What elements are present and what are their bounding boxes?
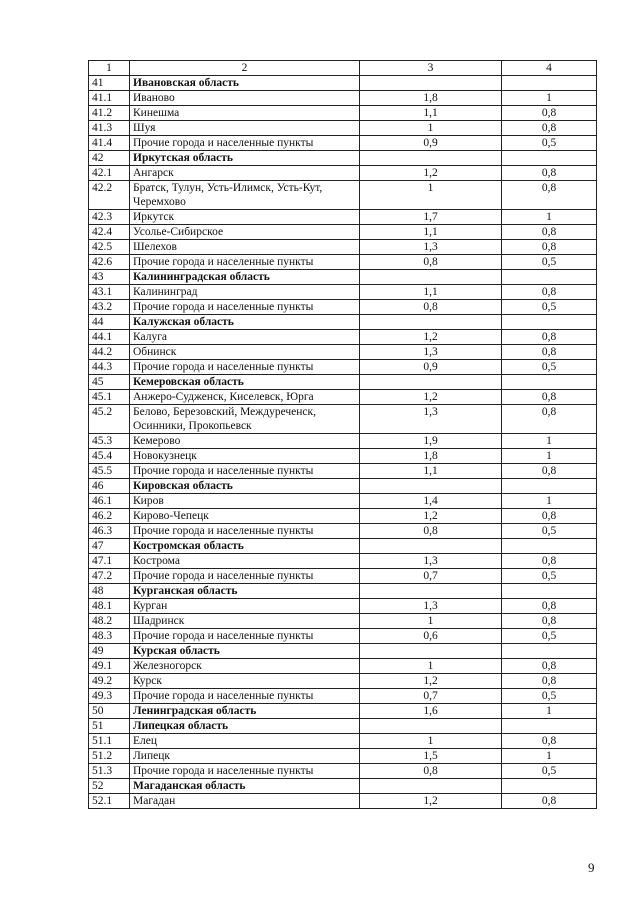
header-cell-3: 3: [360, 61, 502, 76]
coefficient-col4-cell: 1: [502, 210, 597, 225]
coefficient-col3-cell: 0,9: [360, 360, 502, 375]
table-row: [89, 554, 597, 569]
region-row: [89, 779, 597, 794]
coefficient-col3-cell: [360, 479, 502, 494]
row-number-cell: 42: [89, 151, 130, 166]
location-name-cell: Прочие города и населенные пункты: [130, 629, 360, 644]
table-row: [89, 166, 597, 181]
coefficient-col4-cell: 0,5: [502, 136, 597, 151]
row-number-cell: 45.1: [89, 390, 130, 405]
row-number-cell: 45.3: [89, 434, 130, 449]
coefficient-col4-cell: [502, 151, 597, 166]
region-row: [89, 704, 597, 719]
coefficient-col3-cell: 1,7: [360, 210, 502, 225]
coefficient-col3-cell: 1,2: [360, 794, 502, 809]
row-number-cell: 41.3: [89, 121, 130, 136]
location-name-cell: Липецк: [130, 749, 360, 764]
coefficient-col3-cell: 1: [360, 614, 502, 629]
location-name-cell: Калининградская область: [130, 270, 360, 285]
table-row: [89, 629, 597, 644]
coefficient-col3-cell: 1,8: [360, 449, 502, 464]
coefficient-col3-cell: 0,7: [360, 569, 502, 584]
coefficient-col3-cell: 1,1: [360, 464, 502, 479]
row-number-cell: 42.4: [89, 225, 130, 240]
coefficient-col4-cell: 0,8: [502, 509, 597, 524]
table-body: [89, 61, 597, 809]
table-row: [89, 449, 597, 464]
location-name-cell: Прочие города и населенные пункты: [130, 464, 360, 479]
location-name-cell: Кирово-Чепецк: [130, 509, 360, 524]
coefficient-col3-cell: 1,3: [360, 405, 502, 434]
table-row: [89, 405, 597, 434]
table-row: [89, 749, 597, 764]
row-number-cell: 49.3: [89, 689, 130, 704]
coefficient-col4-cell: 0,8: [502, 225, 597, 240]
table-row: [89, 285, 597, 300]
table-row: [89, 599, 597, 614]
coefficient-col3-cell: [360, 375, 502, 390]
table-row: [89, 181, 597, 210]
coefficient-col3-cell: 0,7: [360, 689, 502, 704]
location-name-cell: Магаданская область: [130, 779, 360, 794]
coefficient-col4-cell: 0,8: [502, 405, 597, 434]
row-number-cell: 42.3: [89, 210, 130, 225]
location-name-cell: Киров: [130, 494, 360, 509]
coefficient-col4-cell: 0,8: [502, 121, 597, 136]
location-name-cell: Прочие города и населенные пункты: [130, 255, 360, 270]
table-row: [89, 659, 597, 674]
coefficient-col3-cell: 1,3: [360, 345, 502, 360]
location-name-cell: Шадринск: [130, 614, 360, 629]
coefficient-col4-cell: 0,5: [502, 360, 597, 375]
row-number-cell: 48.2: [89, 614, 130, 629]
location-name-cell: Калужская область: [130, 315, 360, 330]
coefficient-col4-cell: 1: [502, 91, 597, 106]
location-name-cell: Ангарск: [130, 166, 360, 181]
coefficient-col4-cell: 0,5: [502, 300, 597, 315]
coefficient-col3-cell: 1,1: [360, 225, 502, 240]
location-name-cell: Иркутская область: [130, 151, 360, 166]
row-number-cell: 41.1: [89, 91, 130, 106]
table-row: [89, 764, 597, 779]
table-row: [89, 434, 597, 449]
row-number-cell: 46.1: [89, 494, 130, 509]
table-row: [89, 240, 597, 255]
row-number-cell: 44.3: [89, 360, 130, 375]
table-row: [89, 106, 597, 121]
location-name-cell: Ленинградская область: [130, 704, 360, 719]
coefficient-col3-cell: 1,4: [360, 494, 502, 509]
location-name-cell: Иваново: [130, 91, 360, 106]
table-row: [89, 794, 597, 809]
coefficient-col4-cell: 1: [502, 434, 597, 449]
row-number-cell: 44: [89, 315, 130, 330]
row-number-cell: 47: [89, 539, 130, 554]
coefficient-col4-cell: 0,8: [502, 659, 597, 674]
location-name-cell: Усолье-Сибирское: [130, 225, 360, 240]
row-number-cell: 41.2: [89, 106, 130, 121]
coefficient-col4-cell: 0,5: [502, 629, 597, 644]
table-row: [89, 255, 597, 270]
row-number-cell: 51.3: [89, 764, 130, 779]
location-name-cell: Ивановская область: [130, 76, 360, 91]
table-row: [89, 390, 597, 405]
row-number-cell: 43: [89, 270, 130, 285]
region-row: [89, 151, 597, 166]
row-number-cell: 48.1: [89, 599, 130, 614]
coefficient-col3-cell: 1,3: [360, 240, 502, 255]
location-name-cell: Курск: [130, 674, 360, 689]
row-number-cell: 46.3: [89, 524, 130, 539]
row-number-cell: 41.4: [89, 136, 130, 151]
coefficient-col4-cell: [502, 644, 597, 659]
location-name-cell: Кинешма: [130, 106, 360, 121]
location-name-cell: Прочие города и населенные пункты: [130, 300, 360, 315]
coefficient-col4-cell: [502, 479, 597, 494]
coefficient-col3-cell: 0,8: [360, 524, 502, 539]
header-cell-4: 4: [502, 61, 597, 76]
location-name-cell: Новокузнецк: [130, 449, 360, 464]
page-number: 9: [588, 860, 595, 875]
table-row: [89, 569, 597, 584]
row-number-cell: 49: [89, 644, 130, 659]
location-name-cell: Белово, Березовский, Междуреченск, Осинники, Прокопьевск: [130, 405, 360, 434]
row-number-cell: 51.1: [89, 734, 130, 749]
location-name-cell: Прочие города и населенные пункты: [130, 569, 360, 584]
coefficient-col4-cell: 0,5: [502, 689, 597, 704]
coefficient-col4-cell: 0,8: [502, 345, 597, 360]
coefficient-col3-cell: 0,8: [360, 300, 502, 315]
location-name-cell: Шуя: [130, 121, 360, 136]
location-name-cell: Курская область: [130, 644, 360, 659]
row-number-cell: 45: [89, 375, 130, 390]
location-name-cell: Кемерово: [130, 434, 360, 449]
table-row: [89, 345, 597, 360]
coefficient-col3-cell: [360, 779, 502, 794]
row-number-cell: 52: [89, 779, 130, 794]
header-cell-2: 2: [130, 61, 360, 76]
coefficient-col4-cell: [502, 584, 597, 599]
row-number-cell: 42.5: [89, 240, 130, 255]
coefficient-col4-cell: 1: [502, 494, 597, 509]
coefficient-col4-cell: 1: [502, 449, 597, 464]
location-name-cell: Иркутск: [130, 210, 360, 225]
coefficient-col4-cell: 0,8: [502, 599, 597, 614]
coefficient-col3-cell: 0,8: [360, 764, 502, 779]
coefficient-col3-cell: [360, 270, 502, 285]
coefficient-col3-cell: 1,2: [360, 674, 502, 689]
coefficient-col3-cell: [360, 584, 502, 599]
coefficient-col4-cell: [502, 779, 597, 794]
coefficient-col4-cell: 0,8: [502, 285, 597, 300]
row-number-cell: 46.2: [89, 509, 130, 524]
row-number-cell: 45.2: [89, 405, 130, 434]
table-row: [89, 509, 597, 524]
coefficient-col4-cell: 0,8: [502, 330, 597, 345]
region-row: [89, 375, 597, 390]
region-row: [89, 479, 597, 494]
coefficient-col4-cell: 0,8: [502, 106, 597, 121]
row-number-cell: 43.2: [89, 300, 130, 315]
coefficient-col4-cell: 0,8: [502, 166, 597, 181]
region-row: [89, 644, 597, 659]
coefficient-col3-cell: 1: [360, 659, 502, 674]
region-row: [89, 315, 597, 330]
coefficient-col3-cell: 1,2: [360, 390, 502, 405]
table-row: [89, 524, 597, 539]
header-cell-1: 1: [89, 61, 130, 76]
row-number-cell: 43.1: [89, 285, 130, 300]
coefficient-col3-cell: 1: [360, 734, 502, 749]
location-name-cell: Кемеровская область: [130, 375, 360, 390]
coefficient-col3-cell: 1,3: [360, 599, 502, 614]
table-row: [89, 360, 597, 375]
location-name-cell: Братск, Тулун, Усть-Илимск, Усть-Кут, Черемхово: [130, 181, 360, 210]
row-number-cell: 42.1: [89, 166, 130, 181]
row-number-cell: 45.4: [89, 449, 130, 464]
row-number-cell: 42.6: [89, 255, 130, 270]
row-number-cell: 42.2: [89, 181, 130, 210]
row-number-cell: 47.1: [89, 554, 130, 569]
location-name-cell: Прочие города и населенные пункты: [130, 689, 360, 704]
location-name-cell: Костромская область: [130, 539, 360, 554]
coefficient-col4-cell: [502, 270, 597, 285]
coefficient-col3-cell: 1,2: [360, 166, 502, 181]
row-number-cell: 51: [89, 719, 130, 734]
location-name-cell: Курган: [130, 599, 360, 614]
coefficient-col3-cell: [360, 719, 502, 734]
row-number-cell: 48: [89, 584, 130, 599]
coefficient-col4-cell: 0,8: [502, 734, 597, 749]
location-name-cell: Шелехов: [130, 240, 360, 255]
location-name-cell: Железногорск: [130, 659, 360, 674]
row-number-cell: 45.5: [89, 464, 130, 479]
coefficient-col3-cell: 1,9: [360, 434, 502, 449]
row-number-cell: 49.1: [89, 659, 130, 674]
location-name-cell: Прочие города и населенные пункты: [130, 764, 360, 779]
row-number-cell: 48.3: [89, 629, 130, 644]
coefficient-col4-cell: 0,8: [502, 674, 597, 689]
location-name-cell: Елец: [130, 734, 360, 749]
location-name-cell: Калининград: [130, 285, 360, 300]
location-name-cell: Липецкая область: [130, 719, 360, 734]
table-row: [89, 300, 597, 315]
row-number-cell: 44.2: [89, 345, 130, 360]
coefficient-col4-cell: 0,8: [502, 554, 597, 569]
coefficient-col4-cell: [502, 315, 597, 330]
coefficient-col3-cell: 0,9: [360, 136, 502, 151]
coefficient-col3-cell: 1,8: [360, 91, 502, 106]
location-name-cell: Курганская область: [130, 584, 360, 599]
coefficient-col3-cell: [360, 644, 502, 659]
coefficient-col4-cell: [502, 76, 597, 91]
region-row: [89, 76, 597, 91]
region-row: [89, 270, 597, 285]
table-row: [89, 121, 597, 136]
coefficient-col4-cell: 0,8: [502, 794, 597, 809]
table-row: [89, 225, 597, 240]
coefficient-col3-cell: 1,2: [360, 330, 502, 345]
coefficient-col4-cell: 0,8: [502, 464, 597, 479]
table-row: [89, 210, 597, 225]
coefficient-col3-cell: [360, 539, 502, 554]
coefficient-col3-cell: 1,3: [360, 554, 502, 569]
location-name-cell: Кострома: [130, 554, 360, 569]
location-name-cell: Прочие города и населенные пункты: [130, 360, 360, 375]
coefficient-col4-cell: 0,8: [502, 614, 597, 629]
table-row: [89, 136, 597, 151]
coefficient-col3-cell: 1,1: [360, 106, 502, 121]
coefficient-col3-cell: 1,2: [360, 509, 502, 524]
coefficient-col4-cell: 0,5: [502, 764, 597, 779]
coefficient-col4-cell: 0,8: [502, 181, 597, 210]
location-name-cell: Кировская область: [130, 479, 360, 494]
coefficient-col3-cell: 1: [360, 121, 502, 136]
coefficient-col4-cell: 0,5: [502, 255, 597, 270]
row-number-cell: 52.1: [89, 794, 130, 809]
coefficient-col4-cell: 0,5: [502, 569, 597, 584]
coefficient-col3-cell: [360, 151, 502, 166]
region-row: [89, 719, 597, 734]
location-name-cell: Анжеро-Судженск, Киселевск, Юрга: [130, 390, 360, 405]
coefficient-col3-cell: 1,6: [360, 704, 502, 719]
coefficient-col4-cell: [502, 719, 597, 734]
region-row: [89, 584, 597, 599]
coefficient-col4-cell: [502, 375, 597, 390]
coefficient-col3-cell: 1,5: [360, 749, 502, 764]
coefficient-col4-cell: 0,5: [502, 524, 597, 539]
table-row: [89, 464, 597, 479]
table-row: [89, 494, 597, 509]
coefficient-col4-cell: 1: [502, 749, 597, 764]
location-name-cell: Обнинск: [130, 345, 360, 360]
coefficient-col4-cell: 1: [502, 704, 597, 719]
coefficient-col3-cell: [360, 76, 502, 91]
coefficients-table: [88, 60, 597, 809]
row-number-cell: 47.2: [89, 569, 130, 584]
coefficient-col3-cell: 0,6: [360, 629, 502, 644]
location-name-cell: Магадан: [130, 794, 360, 809]
coefficient-col3-cell: 1: [360, 181, 502, 210]
row-number-cell: 49.2: [89, 674, 130, 689]
row-number-cell: 51.2: [89, 749, 130, 764]
row-number-cell: 50: [89, 704, 130, 719]
table-row: [89, 734, 597, 749]
table-row: [89, 674, 597, 689]
coefficient-col4-cell: 0,8: [502, 390, 597, 405]
table-row: [89, 330, 597, 345]
location-name-cell: Прочие города и населенные пункты: [130, 136, 360, 151]
coefficient-col3-cell: [360, 315, 502, 330]
coefficient-col4-cell: 0,8: [502, 240, 597, 255]
row-number-cell: 41: [89, 76, 130, 91]
region-row: [89, 539, 597, 554]
coefficient-col3-cell: 1,1: [360, 285, 502, 300]
table-row: [89, 614, 597, 629]
coefficient-col4-cell: [502, 539, 597, 554]
table-row: [89, 91, 597, 106]
table-row: [89, 689, 597, 704]
row-number-cell: 44.1: [89, 330, 130, 345]
table-header-row: [89, 61, 597, 76]
location-name-cell: Калуга: [130, 330, 360, 345]
row-number-cell: 46: [89, 479, 130, 494]
location-name-cell: Прочие города и населенные пункты: [130, 524, 360, 539]
coefficient-col3-cell: 0,8: [360, 255, 502, 270]
